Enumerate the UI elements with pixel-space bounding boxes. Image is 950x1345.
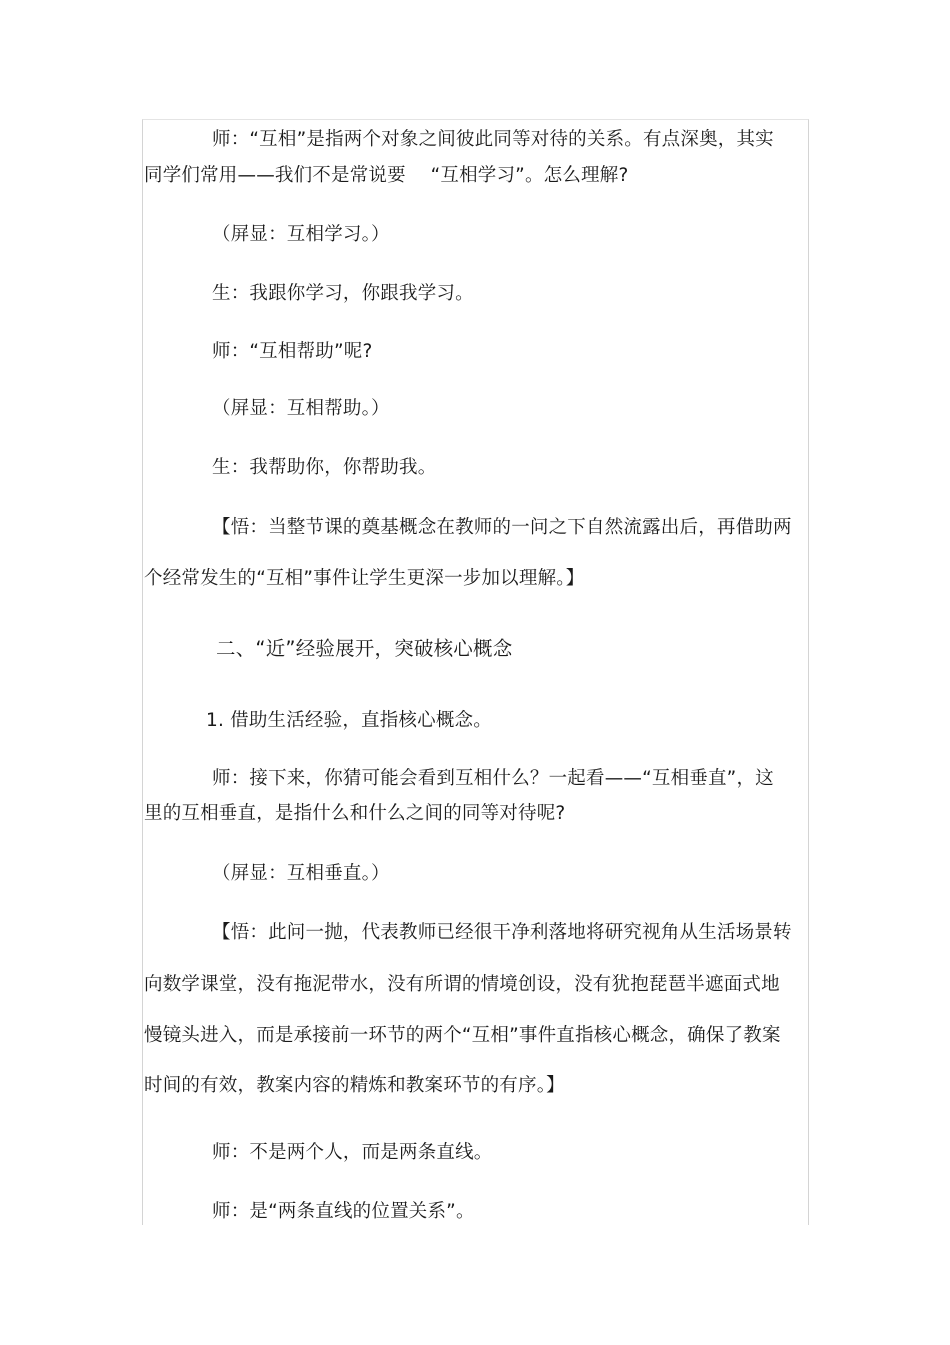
student-line: 生：我跟你学习，你跟我学习。: [212, 283, 474, 304]
commentary-line: 时间的有效，教案内容的精炼和教案环节的有序。】: [144, 1075, 565, 1096]
paragraph-line: 同学们常用——我们不是常说要 “互相学习”。怎么理解?: [144, 165, 629, 186]
subsection-heading: 1. 借助生活经验，直指核心概念。: [206, 710, 492, 731]
paragraph-line: 里的互相垂直，是指什么和什么之间的同等对待呢?: [144, 803, 566, 824]
commentary-line: 个经常发生的“互相”事件让学生更深一步加以理解。】: [144, 568, 585, 589]
commentary-line: 向数学课堂，没有拖泥带水，没有所谓的情境创设，没有犹抱琵琶半遮面式地: [144, 974, 780, 995]
commentary-line: 慢镜头进入，而是承接前一环节的两个“互相”事件直指核心概念，确保了教案: [144, 1025, 781, 1046]
commentary-line: 【悟：当整节课的奠基概念在教师的一问之下自然流露出后，再借助两: [212, 517, 792, 538]
commentary-line: 【悟：此问一抛，代表教师已经很干净利落地将研究视角从生活场景转: [212, 922, 792, 943]
screen-display-note: （屏显：互相帮助。）: [212, 398, 390, 419]
teacher-line: 师：“互相帮助”呢?: [212, 341, 373, 362]
teacher-line: 师：是“两条直线的位置关系”。: [212, 1201, 475, 1222]
screen-display-note: （屏显：互相学习。）: [212, 224, 390, 245]
student-line: 生：我帮助你，你帮助我。: [212, 457, 437, 478]
section-heading: 二、“近”经验展开，突破核心概念: [216, 637, 513, 660]
teacher-line: 师：接下来，你猜可能会看到互相什么？一起看——“互相垂直”，这: [212, 768, 774, 789]
screen-display-note: （屏显：互相垂直。）: [212, 863, 390, 884]
paragraph-line: 师：“互相”是指两个对象之间彼此同等对待的关系。有点深奥，其实: [212, 129, 774, 150]
teacher-line: 师：不是两个人，而是两条直线。: [212, 1142, 493, 1163]
